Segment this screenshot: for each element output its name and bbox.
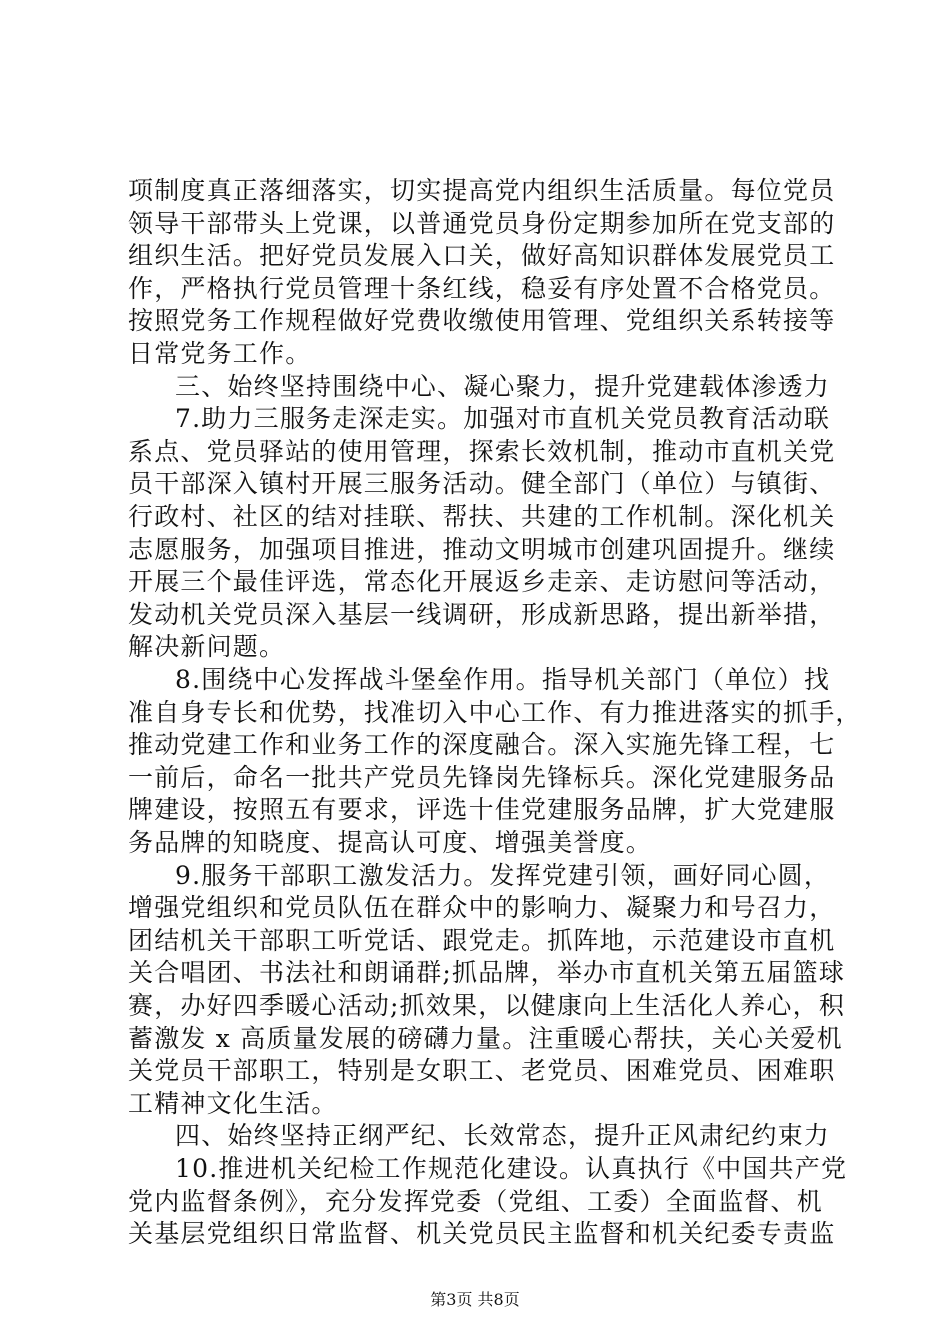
text-line: 员干部深入镇村开展三服务活动。健全部门（单位）与镇街、 [128, 469, 836, 499]
text-line: 工精神文化生活。 [128, 1088, 338, 1118]
text-line: 志愿服务，加强项目推进，推动文明城市创建巩固提升。继续 [128, 534, 836, 564]
text-line: 蓄激发 x 高质量发展的磅礴力量。注重暖心帮扶，关心关爱机 [128, 1023, 843, 1053]
text-line: 按照党务工作规程做好党费收缴使用管理、党组织关系转接等 [128, 306, 836, 336]
text-line: 增强党组织和党员队伍在群众中的影响力、凝聚力和号召力， [128, 893, 836, 923]
text-line: 领导干部带头上党课，以普通党员身份定期参加所在党支部的 [128, 208, 836, 238]
text-line: 项制度真正落细落实，切实提高党内组织生活质量。每位党员 [128, 176, 836, 205]
text-line: 作，严格执行党员管理十条红线，稳妥有序处置不合格党员。 [128, 273, 836, 303]
text-line: 务品牌的知晓度、提高认可度、增强美誉度。 [128, 828, 653, 857]
text-line: 准自身专长和优势，找准切入中心工作、有力推进落实的抓手， [128, 697, 862, 727]
paragraph-first-line: 8.围绕中心发挥战斗堡垒作用。指导机关部门（单位）找 [175, 665, 831, 694]
paragraph-first-line: 四、始终坚持正纲严纪、长效常态，提升正风肃纪约束力 [175, 1121, 831, 1151]
text-line: 团结机关干部职工听党话、跟党走。抓阵地，示范建设市直机 [128, 925, 836, 955]
text-line: 发动机关党员深入基层一线调研，形成新思路，提出新举措， [128, 599, 836, 629]
text-line: 日常党务工作。 [128, 339, 312, 368]
text-line: 党内监督条例》，充分发挥党委（党组、工委）全面监督、机 [128, 1186, 823, 1216]
paragraph-first-line: 9.服务干部职工激发活力。发挥党建引领，画好同心圆， [175, 860, 831, 890]
text-line: 一前后，命名一批共产党员先锋岗先锋标兵。深化党建服务品 [128, 762, 836, 792]
paragraph-first-line: 7.助力三服务走深走实。加强对市直机关党员教育活动联 [175, 404, 831, 434]
text-line: 解决新问题。 [128, 632, 286, 662]
text-line: 开展三个最佳评选，常态化开展返乡走亲、走访慰问等活动， [128, 567, 836, 597]
text-line: 赛，办好四季暖心活动;抓效果，以健康向上生活化人养心，积 [128, 991, 846, 1020]
text-line: 组织生活。把好党员发展入口关，做好高知识群体发展党员工 [128, 241, 836, 271]
text-line: 关党员干部职工，特别是女职工、老党员、困难党员、困难职 [128, 1056, 836, 1086]
text-line: 推动党建工作和业务工作的深度融合。深入实施先锋工程，七 [128, 730, 836, 760]
page-footer: 第3页 共8页 [430, 1290, 520, 1309]
text-line: 行政村、社区的结对挂联、帮扶、共建的工作机制。深化机关 [128, 502, 836, 531]
text-line: 牌建设，按照五有要求，评选十佳党建服务品牌，扩大党建服 [128, 795, 836, 825]
paragraph-first-line: 三、始终坚持围绕中心、凝心聚力，提升党建载体渗透力 [175, 371, 831, 401]
text-line: 关基层党组织日常监督、机关党员民主监督和机关纪委专责监 [128, 1219, 836, 1249]
paragraph-first-line: 10.推进机关纪检工作规范化建设。认真执行《中国共产党 [175, 1154, 848, 1183]
text-line: 关合唱团、书法社和朗诵群;抓品牌，举办市直机关第五届篮球 [128, 958, 846, 988]
text-line: 系点、党员驿站的使用管理，探索长效机制，推动市直机关党 [128, 436, 836, 466]
